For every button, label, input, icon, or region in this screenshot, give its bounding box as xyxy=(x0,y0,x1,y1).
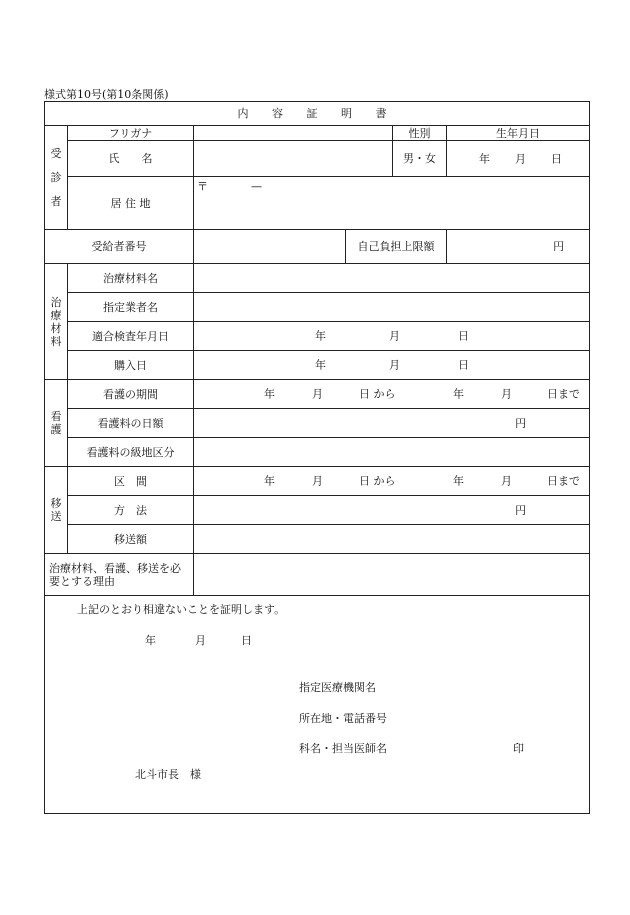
inspection-date-label: 適合検査年月日 xyxy=(68,322,194,351)
nursing-yen-unit: 円 xyxy=(515,416,527,430)
nursing-daily-label: 看護料の日額 xyxy=(68,409,194,438)
purchase-date-label: 購入日 xyxy=(68,351,194,380)
copay-limit-label: 自己負担上限額 xyxy=(346,230,447,264)
nursing-daily-field[interactable] xyxy=(194,409,590,438)
transport-start-day-unit: 日 から xyxy=(359,474,396,488)
gender-label: 性別 xyxy=(393,126,447,141)
nursing-end-month-unit: 月 xyxy=(501,387,512,401)
nursing-region-label: 看護料の級地区分 xyxy=(68,438,194,467)
certification-block xyxy=(45,596,590,814)
transport-section-field[interactable] xyxy=(194,467,590,496)
reason-label: 治療材料、看護、移送を必要とする理由 xyxy=(45,554,194,596)
seal-mark: 印 xyxy=(513,742,524,755)
purchase-month-unit: 月 xyxy=(389,358,400,372)
form-code: 様式第10号(第10条関係) xyxy=(44,88,169,101)
transport-yen-unit: 円 xyxy=(515,503,527,517)
nursing-start-year-unit: 年 xyxy=(264,387,275,401)
form-title: 内 容 証 明 書 xyxy=(45,102,590,126)
purchase-day-unit: 日 xyxy=(458,358,469,372)
nursing-start-day-unit: 日 から xyxy=(359,387,396,401)
doctor-label: 科名・担当医師名 xyxy=(299,742,387,755)
transport-end-day-unit: 日まで xyxy=(547,474,580,488)
inspection-month-unit: 月 xyxy=(389,329,400,343)
material-name-field[interactable] xyxy=(194,264,590,293)
copay-yen-unit: 円 xyxy=(553,240,565,253)
transport-end-month-unit: 月 xyxy=(501,474,512,488)
vendor-field[interactable] xyxy=(194,293,590,322)
transport-amount-field[interactable] xyxy=(194,525,590,554)
birth-day-unit: 日 xyxy=(551,152,562,165)
institution-address-label: 所在地・電話番号 xyxy=(299,712,387,725)
inspection-date-field[interactable] xyxy=(194,322,590,351)
institution-label: 指定医療機関名 xyxy=(299,681,376,694)
material-name-label: 治療材料名 xyxy=(68,264,194,293)
birth-date-field[interactable] xyxy=(447,141,590,177)
nursing-period-label: 看護の期間 xyxy=(68,380,194,409)
furigana-label: フリガナ xyxy=(68,126,194,141)
reason-field[interactable] xyxy=(194,554,590,596)
transport-method-field[interactable] xyxy=(194,496,590,525)
transport-end-year-unit: 年 xyxy=(453,474,464,488)
addressee: 北斗市長 様 xyxy=(135,768,201,781)
cert-month-unit: 月 xyxy=(195,634,206,647)
furigana-field[interactable] xyxy=(194,126,393,141)
vendor-label: 指定業者名 xyxy=(68,293,194,322)
gender-field[interactable]: 男・女 xyxy=(393,141,447,177)
transport-section-label: 区 間 xyxy=(68,467,194,496)
nursing-region-field[interactable] xyxy=(194,438,590,467)
beneficiary-no-field[interactable] xyxy=(194,230,346,264)
recipient-group-label: 受 診 者 xyxy=(45,126,68,230)
cert-day-unit: 日 xyxy=(241,634,252,647)
birth-month-unit: 月 xyxy=(515,152,526,165)
cert-year-unit: 年 xyxy=(145,634,156,647)
name-field[interactable] xyxy=(194,141,393,177)
nursing-end-day-unit: 日まで xyxy=(547,387,580,401)
birth-label: 生年月日 xyxy=(447,126,590,141)
birth-year-unit: 年 xyxy=(479,152,490,165)
purchase-year-unit: 年 xyxy=(315,358,326,372)
transport-group-label: 移 送 xyxy=(45,467,68,554)
nursing-period-field[interactable] xyxy=(194,380,590,409)
transport-start-month-unit: 月 xyxy=(312,474,323,488)
nursing-group-label: 看 護 xyxy=(45,380,68,467)
postal-mark: 〒 xyxy=(197,180,208,193)
transport-start-year-unit: 年 xyxy=(264,474,275,488)
material-group-label: 治 療 材 料 xyxy=(45,264,68,380)
inspection-day-unit: 日 xyxy=(458,329,469,343)
copay-limit-field[interactable] xyxy=(447,230,590,264)
nursing-end-year-unit: 年 xyxy=(453,387,464,401)
transport-method-label: 方 法 xyxy=(68,496,194,525)
transport-amount-label: 移送額 xyxy=(68,525,194,554)
inspection-year-unit: 年 xyxy=(315,329,326,343)
beneficiary-no-label: 受給者番号 xyxy=(45,230,194,264)
nursing-start-month-unit: 月 xyxy=(312,387,323,401)
postal-dash: — xyxy=(251,180,262,193)
certificate-form xyxy=(44,101,590,814)
address-label: 居 住 地 xyxy=(68,177,194,230)
address-field[interactable] xyxy=(194,177,590,230)
certification-statement: 上記のとおり相違ないことを証明します。 xyxy=(77,603,286,616)
purchase-date-field[interactable] xyxy=(194,351,590,380)
name-label: 氏 名 xyxy=(68,141,194,177)
